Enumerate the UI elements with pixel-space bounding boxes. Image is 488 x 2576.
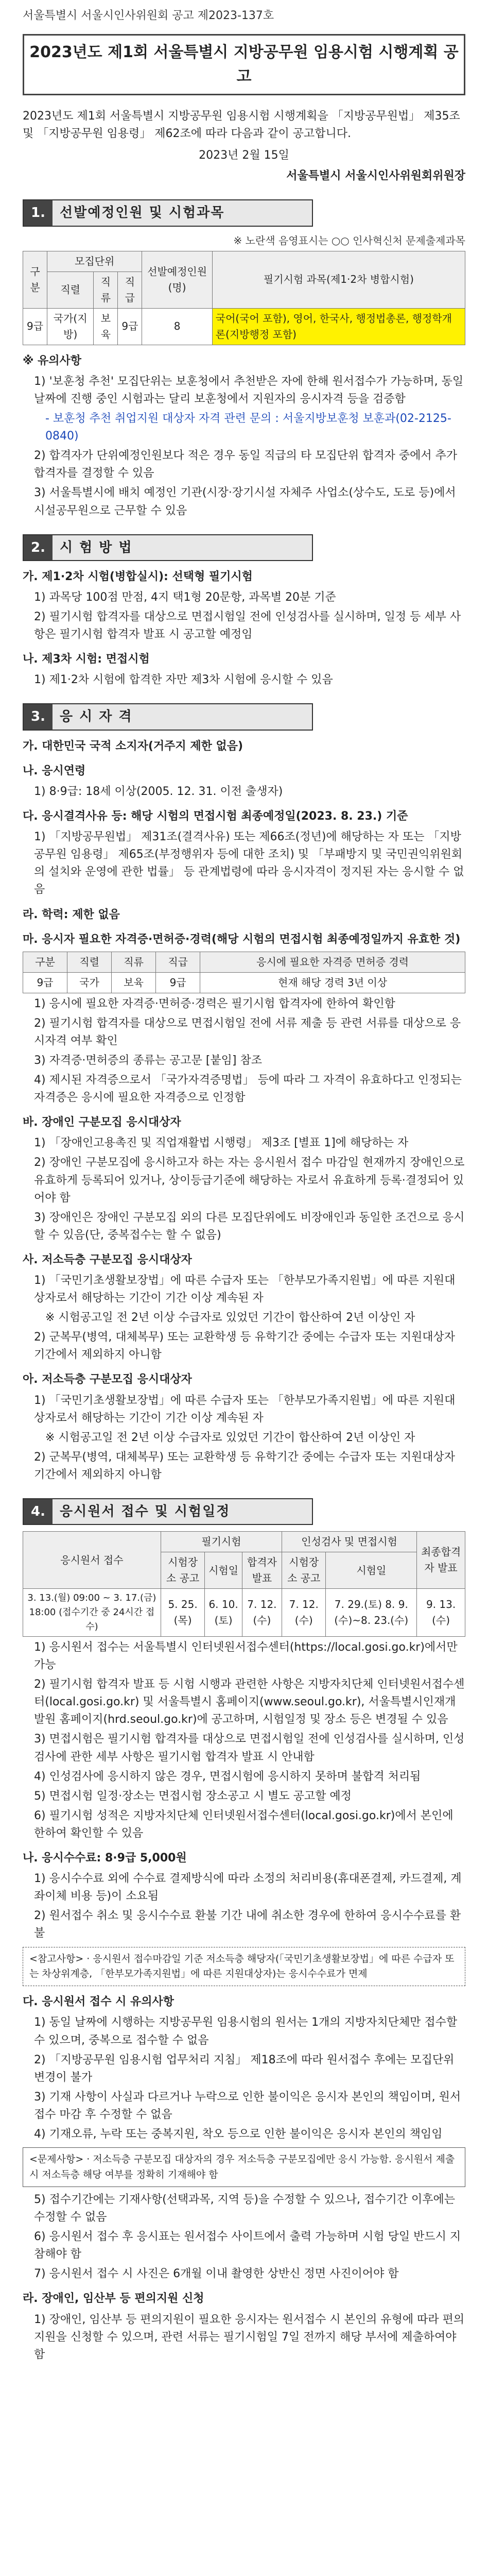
note-line: - 보훈청 추천 취업지원 대상자 자격 관련 문의 : 서울지방보훈청 보훈과(02-2125-0840) (45, 412, 451, 443)
table-cell: 9. 13.(수) (417, 1589, 465, 1637)
warning-box: <문제사항> · 저소득층 구분모집 대상자의 경우 저소득층 구분모집에만 응시 가능함. 응시원서 제출 시 저소득층 해당 여부를 정확히 기재해야 함 (23, 2147, 465, 2187)
reference-box: <참고사항> · 응시원서 접수마감일 기준 저소득층 해당자(「국민기초생활보장법」에 따른 수급자 또는 차상위계층, 「한부모가족지원법」에 따른 지원대상자)는 응시수수료가 면제 (23, 1947, 465, 1987)
item: 1) 동일 날짜에 시행하는 지방공무원 임용시험의 원서는 1개의 지방자치단체만 접수할 수 있으며, 중복으로 접수할 수 없음 (34, 2016, 458, 2047)
item: 3) 면접시험은 필기시험 합격자를 대상으로 면접시험일 전에 인성검사를 실시하며, 인성검사에 관한 세부 사항은 필기시험 합격자 발표 시 안내함 (34, 1733, 465, 1764)
table-header: 최종합격자 발표 (417, 1532, 465, 1589)
item: 6) 응시원서 접수 후 응시표는 원서접수 사이트에서 출력 가능하며 시험 당일 반드시 지참해야 함 (34, 2230, 461, 2261)
table-header: 구분 (23, 251, 47, 308)
subsection: 라. 장애인, 임산부 등 편의지원 신청 (23, 2292, 204, 2306)
subsection: 라. 학력: 제한 없음 (23, 908, 120, 921)
table-row (23, 972, 465, 993)
table-header: 직렬 (67, 952, 112, 972)
note-line: ※ 유의사항 (23, 354, 82, 367)
table-cell: 국가(지방) (47, 308, 94, 345)
item: 1) 응시원서 접수는 서울특별시 인터넷원서접수센터(https://local.gosi.go.kr)에서만 가능 (34, 1641, 458, 1672)
table-cell: 9급 (23, 972, 67, 993)
item: 1) 「지방공무원법」 제31조(결격사유) 또는 제66조(정년)에 해당하는 자 또는 「지방공무원 임용령」 제65조(부정행위자 등에 대한 조치) 및 「부패방지 및 국민권익위원회의 설치와 운영에 관한 법률」 등 관계법령에 따라 응시자격이 정지된 자는 응시할 수 없음 (34, 831, 464, 896)
table-header: 직류 (94, 272, 118, 308)
table-header: 필기시험 과목(제1·2차 병합시험) (212, 251, 465, 308)
table-header: 모집단위 (47, 251, 142, 272)
item: 1) 「장애인고용촉진 및 직업재활법 시행령」 제3조 [별표 1]에 해당하는 자 (34, 1137, 409, 1150)
item: 2) 군복무(병역, 대체복무) 또는 교환학생 등 유학기간 중에는 수급자 또는 지원대상자 기간에서 제외하지 아니함 (34, 1331, 455, 1362)
schedule-table (23, 1531, 465, 1637)
table-cell: 7. 12.(수) (242, 1589, 282, 1637)
note-line: 3) 서울특별시에 배치 예정인 기관(시장·장기시설 자체주 사업소(상수도, 도로 등)에서 시설공무원으로 근무할 수 있음 (34, 486, 456, 517)
table-cell: 9급 (156, 972, 200, 993)
table-cell: 국어(국어 포함), 영어, 한국사, 행정법총론, 행정학개론(지방행정 포함) (212, 308, 465, 345)
item: 4) 인성검사에 응시하지 않은 경우, 면접시험에 응시하지 못하며 불합격 처리됨 (34, 1770, 421, 1783)
table-cell: 7. 12.(수) (282, 1589, 326, 1637)
section-4-heading (23, 1498, 313, 1525)
qualification-table (23, 952, 465, 993)
item: 1) 제1·2차 시험에 합격한 자만 제3차 시험에 응시할 수 있음 (34, 673, 333, 687)
section-title: 응시원서 접수 및 시험일정 (53, 1499, 312, 1524)
table-header: 시험일 (205, 1552, 242, 1589)
table-header: 직렬 (47, 272, 94, 308)
item: 5) 면접시험 일정·장소는 면접시험 장소공고 시 별도 공고할 예정 (34, 1789, 352, 1803)
section-title: 시 험 방 법 (53, 535, 312, 560)
table-cell: 보육 (112, 972, 156, 993)
item: 3) 기재 사항이 사실과 다르거나 누락으로 인한 불이익은 응시자 본인의 책임이며, 원서 접수 마감 후 수정할 수 없음 (34, 2090, 461, 2121)
table-cell: 8 (142, 308, 212, 345)
table-cell: 9급 (23, 308, 47, 345)
item-note: ※ 시험공고일 전 2년 이상 수급자로 있었던 기간이 합산하여 2년 이상인 자 (45, 1431, 415, 1444)
item: 1) 응시에 필요한 자격증·면허증·경력은 필기시험 합격자에 한하여 확인함 (34, 997, 395, 1010)
section-title: 응 시 자 격 (53, 704, 312, 729)
announcement-date: 2023년 2월 15일 (199, 149, 289, 162)
table-header: 인성검사 및 면접시험 (282, 1532, 417, 1552)
table-header: 직류 (112, 952, 156, 972)
section-3-heading (23, 703, 313, 730)
item: 1) 장애인, 임산부 등 편의지원이 필요한 응시자는 원서접수 시 본인의 유형에 따라 편의지원을 신청할 수 있으며, 관련 서류는 필기시험일 7일 전까지 해당 부서에 제출하여야 함 (34, 2313, 465, 2361)
table-cell: 7. 29.(토) 8. 9.(수)~8. 23.(수) (326, 1589, 417, 1637)
item: 1) 「국민기초생활보장법」에 따른 수급자 또는 「한부모가족지원법」에 따른 지원대상자로서 해당하는 기간이 기간 이상 계속된 자 (34, 1394, 456, 1425)
item: 4) 기재오류, 누락 또는 중복지원, 착오 등으로 인한 불이익은 응시자 본인의 책임임 (34, 2128, 443, 2141)
table-header: 직급 (118, 272, 142, 308)
item: 7) 응시원서 접수 시 사진은 6개월 이내 촬영한 상반신 정면 사진이어야 함 (34, 2267, 399, 2281)
subsection: 나. 응시수수료: 8·9급 5,000원 (23, 1852, 187, 1865)
document-title: 2023년도 제1회 서울특별시 지방공무원 임용시험 시행계획 공고 (23, 34, 465, 95)
item: 6) 필기시험 성적은 지방자치단체 인터넷원서접수센터(local.gosi.go.kr)에서 본인에 한하여 확인할 수 있음 (34, 1809, 454, 1840)
subsection: 다. 응시원서 접수 시 유의사항 (23, 1995, 175, 2009)
table-cell: 현재 해당 경력 3년 이상 (200, 972, 465, 993)
note-line: 2) 합격자가 단위예정인원보다 적은 경우 동일 직급의 타 모집단위 합격자 중에서 추가 합격자를 결정할 수 있음 (34, 449, 458, 480)
item: 1) 8·9급: 18세 이상(2005. 12. 31. 이전 출생자) (34, 785, 283, 798)
announcement-number: 서울특별시 서울시인사위원회 공고 제2023-137호 (23, 9, 274, 22)
item: 4) 제시된 자격증으로서 「국가자격증명법」 등에 따라 그 자격이 유효하다고 인정되는 자격증은 응시에 필요한 자격증으로 인정함 (34, 1074, 462, 1105)
table-cell: 5. 25.(목) (161, 1589, 204, 1637)
item-note: ※ 시험공고일 전 2년 이상 수급자로 있었던 기간이 합산하여 2년 이상인 자 (45, 1311, 415, 1325)
item: 2) 장애인 구분모집에 응시하고자 하는 자는 응시원서 접수 마감일 현재까지 장애인으로 유효하게 등록되어 있거나, 상이등급기준에 해당하는 자로서 유효하게 등록·결정되어 있어야 함 (34, 1156, 465, 1205)
item: 2) 필기시험 합격자를 대상으로 면접시험일 전에 인성검사를 실시하며, 일정 등 세부 사항은 필기시험 합격자 발표 시 공고할 예정임 (34, 611, 461, 641)
item: 2) 군복무(병역, 대체복무) 또는 교환학생 등 유학기간 중에는 수급자 또는 지원대상자 기간에서 제외하지 아니함 (34, 1450, 455, 1481)
table-header: 응시원서 접수 (23, 1532, 161, 1589)
item: 1) 응시수수료 외에 수수료 결제방식에 따라 소정의 처리비용(휴대폰결제, 카드결제, 계좌이체 비용 등)이 소요됨 (34, 1872, 462, 1903)
table-cell: 보육 (94, 308, 118, 345)
section-1-notes (23, 352, 465, 520)
subsection: 마. 응시자 필요한 자격증·면허증·경력(해당 시험의 면접시험 최종예정일까지 유효한 것) (23, 933, 461, 946)
table-header: 합격자 발표 (242, 1552, 282, 1589)
section-number: 1. (24, 200, 53, 225)
section-number: 4. (24, 1499, 53, 1524)
item: 1) 「국민기초생활보장법」에 따른 수급자 또는 「한부모가족지원법」에 따른 지원대상자로서 해당하는 기간이 기간 이상 계속된 자 (34, 1274, 456, 1305)
item: 3) 자격증·면허증의 종류는 공고문 [붙임] 참조 (34, 1054, 262, 1067)
table-header: 응시에 필요한 자격증 면허증 경력 (200, 952, 465, 972)
subsection: 가. 제1·2차 시험(병합실시): 선택형 필기시험 (23, 570, 253, 583)
note-line: 1) '보훈청 추천' 모집단위는 보훈청에서 추천받은 자에 한해 원서접수가 가능하며, 동일 날짜에 진행 중인 시험과는 달리 보훈청에서 지원자의 응시자격 등을 검증함 (34, 375, 464, 405)
subsection: 나. 응시연령 (23, 764, 86, 777)
table-cell: 9급 (118, 308, 142, 345)
table-cell: 국가 (67, 972, 112, 993)
table-header: 구분 (23, 952, 67, 972)
table-row (23, 308, 465, 345)
item: 2) 원서접수 취소 및 응시수수료 환불 기간 내에 취소한 경우에 한하여 응시수수료를 환불 (34, 1909, 461, 1940)
table-cell: 6. 10.(토) (205, 1589, 242, 1637)
section-1-note: ※ 노란색 음영표시는 ○○ 인사혁신처 문제출제과목 (233, 234, 465, 247)
table-row (23, 1589, 465, 1637)
intro-paragraph: 2023년도 제1회 서울특별시 지방공무원 임용시험 시행계획을 「지방공무원법」 제35조 및 「지방공무원 임용령」 제62조에 따라 다음과 같이 공고합니다. (23, 110, 460, 141)
section-title: 선발예정인원 및 시험과목 (53, 200, 312, 225)
item: 5) 접수기간에는 기재사항(선택과목, 지역 등)을 수정할 수 있으나, 접수기간 이후에는 수정할 수 없음 (34, 2193, 455, 2224)
table-header: 필기시험 (161, 1532, 282, 1552)
subsection: 바. 장애인 구분모집 응시대상자 (23, 1116, 181, 1129)
table-header: 직급 (156, 952, 200, 972)
item: 3) 장애인은 장애인 구분모집 외의 다른 모집단위에도 비장애인과 동일한 조건으로 응시할 수 있음(단, 중복접수는 할 수 없음) (34, 1211, 465, 1242)
table-header: 선발예정인원(명) (142, 251, 212, 308)
item: 2) 「지방공무원 임용시험 업무처리 지침」 제18조에 따라 원서접수 후에는 모집단위 변경이 불가 (34, 2053, 455, 2084)
item: 2) 필기시험 합격자 발표 등 시험 시행과 관련한 사항은 지방자치단체 인터넷원서접수센터(local.gosi.go.kr) 및 서울특별시 홈페이지(www.seoul.go.kr), 서울특별시인재개발원 홈페이지(hrd.seoul.go.kr)에 공고하며, 시험일정 및 장소 등은 변경될 수 있음 (34, 1678, 465, 1726)
section-number: 3. (24, 704, 53, 729)
table-header: 시험장소 공고 (161, 1552, 204, 1589)
table-header: 시험일 (326, 1552, 417, 1589)
subsection: 사. 저소득층 구분모집 응시대상자 (23, 1253, 192, 1266)
item: 2) 필기시험 합격자를 대상으로 면접시험일 전에 서류 제출 등 관련 서류를 대상으로 응시자격 여부 확인 (34, 1016, 461, 1047)
section-2-heading (23, 534, 313, 561)
table-header: 시험장소 공고 (282, 1552, 326, 1589)
table-cell: 3. 13.(월) 09:00 ~ 3. 17.(금) 18:00 (접수기간 중 24시간 접수) (23, 1589, 161, 1637)
issuer: 서울특별시 서울시인사위원회위원장 (286, 170, 465, 183)
subsection: 나. 제3차 시험: 면접시험 (23, 653, 150, 666)
subsection: 다. 응시결격사유 등: 해당 시험의 면접시험 최종예정일(2023. 8. 23.) 기준 (23, 810, 408, 823)
section-number: 2. (24, 535, 53, 560)
subsection: 아. 저소득층 구분모집 응시대상자 (23, 1373, 192, 1386)
subsection: 가. 대한민국 국적 소지자(거주지 제한 없음) (23, 739, 243, 753)
recruitment-table (23, 251, 465, 345)
section-1-heading (23, 199, 313, 226)
item: 1) 과목당 100점 만점, 4지 택1형 20문항, 과목별 20분 기준 (34, 591, 336, 604)
